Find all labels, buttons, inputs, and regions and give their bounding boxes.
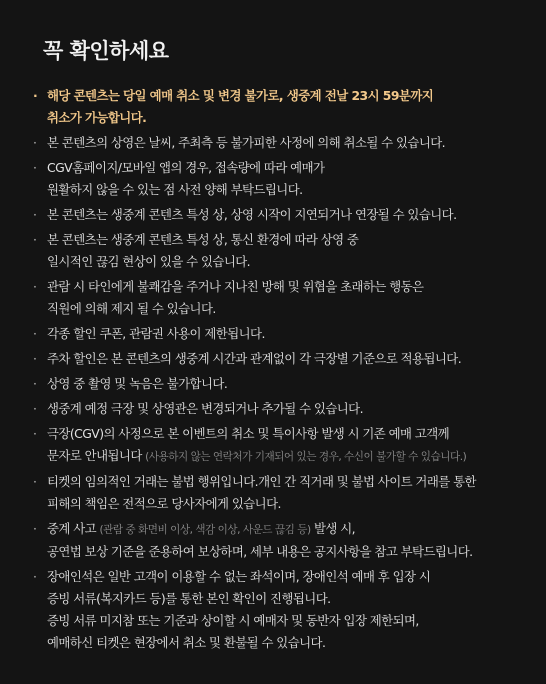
notice-line: 극장(CGV)의 사정으로 본 이벤트의 취소 및 특이사항 발생 시 기존 예매 고객께: [47, 426, 450, 441]
notice-line: 상영 중 촬영 및 녹음은 불가합니다.: [47, 376, 228, 391]
notice-note: (사용하지 않는 연락처가 기재되어 있는 경우, 수신이 불가할 수 있습니다.): [145, 451, 467, 463]
notice-item-cancel-deadline: [33, 85, 526, 129]
notice-item-sms-notice: [33, 423, 526, 468]
notice-item-weather: [33, 132, 526, 154]
notice-line: 티켓의 임의적인 거래는 불법 행위입니다.개인 간 직거래 및 불법 사이트 거래를 통한: [47, 474, 476, 489]
bullet-icon: ·: [33, 401, 37, 416]
notice-list: [33, 85, 526, 654]
notice-item-network: [33, 229, 526, 273]
notice-line: 증빙 서류 미지참 또는 기준과 상이할 시 예매자 및 동반자 입장 제한되며,: [47, 613, 419, 628]
notice-item-behavior: [33, 276, 526, 320]
notice-lead: 중계 사고: [47, 521, 97, 536]
notice-line: 증빙 서류(복지카드 등)를 통한 본인 확인이 진행됩니다.: [47, 591, 331, 606]
notice-line: 예매하신 티켓은 현장에서 취소 및 환불될 수 있습니다.: [47, 635, 326, 650]
notice-item-resale: [33, 471, 526, 515]
notice-line: 일시적인 끊김 현상이 있을 수 있습니다.: [47, 254, 251, 269]
notice-line: 해당 콘텐츠는 당일 예매 취소 및 변경 불가로, 생중계 전날 23시 59분까지: [47, 88, 434, 103]
bullet-icon: ·: [33, 135, 37, 150]
notice-item-theater-change: [33, 398, 526, 420]
notice-item-parking: [33, 348, 526, 370]
bullet-icon: ·: [33, 232, 37, 247]
notice-tail: 발생 시,: [314, 521, 356, 536]
notice-item-recording: [33, 373, 526, 395]
notice-text: 문자로 안내됩니다: [47, 448, 142, 463]
bullet-icon: ·: [33, 569, 37, 584]
notice-line: 본 콘텐츠는 생중계 콘텐츠 특성 상, 상영 시작이 지연되거나 연장될 수 있습니다.: [47, 207, 457, 222]
notice-line: 장애인석은 일반 고객이 이용할 수 없는 좌석이며, 장애인석 예매 후 입장 시: [47, 569, 431, 584]
bullet-icon: ·: [33, 88, 38, 103]
bullet-icon: ·: [33, 160, 37, 175]
notice-item-broadcast-accident: [33, 518, 526, 563]
notice-line: 공연법 보상 기준을 준용하여 보상하며, 세부 내용은 공지사항을 참고 부탁드립니다.: [47, 544, 473, 559]
notice-line: 본 콘텐츠는 생중계 콘텐츠 특성 상, 통신 환경에 따라 상영 중: [47, 232, 359, 247]
notice-line: 관람 시 타인에게 불쾌감을 주거나 지나친 방해 및 위협을 초래하는 행동은: [47, 279, 424, 294]
bullet-icon: ·: [33, 376, 37, 391]
notice-note: (관람 중 화면비 이상, 색감 이상, 사운드 끊김 등): [99, 524, 311, 536]
bullet-icon: ·: [33, 326, 37, 341]
notice-line: 각종 할인 쿠폰, 관람권 사용이 제한됩니다.: [47, 326, 265, 341]
notice-item-coupon: [33, 323, 526, 345]
notice-line: 주차 할인은 본 콘텐츠의 생중계 시간과 관계없이 각 극장별 기준으로 적용됩니다.: [47, 351, 462, 366]
notice-line: 직원에 의해 제지 될 수 있습니다.: [47, 301, 216, 316]
notice-line: 본 콘텐츠의 상영은 날씨, 주최측 등 불가피한 사정에 의해 취소될 수 있습니다.: [47, 135, 446, 150]
notice-line: 생중계 예정 극장 및 상영관은 변경되거나 추가될 수 있습니다.: [47, 401, 363, 416]
notice-line-with-note: [47, 445, 526, 468]
notice-item-traffic: [33, 157, 526, 201]
notice-line: 취소가 가능합니다.: [47, 110, 147, 125]
notice-line: 피해의 책임은 전적으로 당사자에게 있습니다.: [47, 496, 281, 511]
bullet-icon: ·: [33, 521, 37, 536]
bullet-icon: ·: [33, 474, 37, 489]
notice-item-delay: [33, 204, 526, 226]
bullet-icon: ·: [33, 426, 37, 441]
page-title: 꼭 확인하세요: [43, 39, 169, 63]
notice-line-with-note: [47, 518, 526, 541]
notice-line: CGV홈페이지/모바일 앱의 경우, 접속량에 따라 예매가: [47, 160, 325, 175]
notice-line: 원활하지 않을 수 있는 점 사전 양해 부탁드립니다.: [47, 182, 303, 197]
bullet-icon: ·: [33, 207, 37, 222]
notice-item-accessible-seat: [33, 566, 526, 654]
bullet-icon: ·: [33, 351, 37, 366]
bullet-icon: ·: [33, 279, 37, 294]
